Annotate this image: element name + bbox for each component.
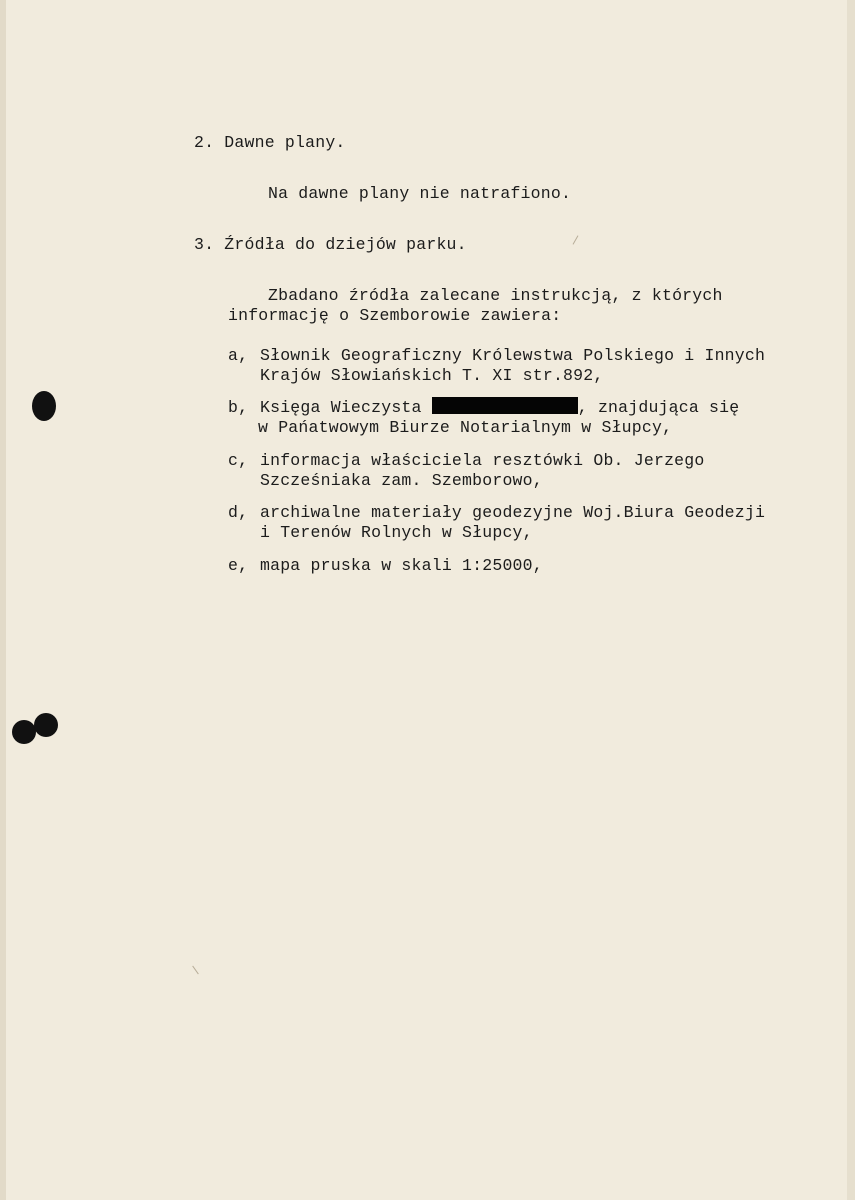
section-2-heading: 2. Dawne plany. — [194, 133, 346, 152]
list-item-line2: Krajów Słowiańskich T. XI str.892, — [260, 366, 604, 385]
section-2-text: Na dawne plany nie natrafiono. — [268, 184, 572, 203]
punch-hole-lower-b — [34, 713, 58, 737]
list-item-letter: c, — [228, 451, 249, 470]
list-item-line1-start: Księga Wieczysta — [260, 398, 432, 417]
list-item-line1: mapa pruska w skali 1:25000, — [260, 556, 543, 575]
punch-hole-lower-a — [12, 720, 36, 744]
list-item-line1: Słownik Geograficzny Królewstwa Polskiego i Innych — [260, 346, 766, 365]
list-item-line1-end: , znajdująca się — [577, 398, 740, 417]
list-item-line2: Szcześniaka zam. Szemborowo, — [260, 471, 543, 490]
section-3-intro-line2: informację o Szemborowie zawiera: — [228, 306, 562, 325]
list-item-line2: i Terenów Rolnych w Słupcy, — [260, 523, 533, 542]
list-item-line1: informacja właściciela resztówki Ob. Jerzego — [260, 451, 705, 470]
list-item-letter: d, — [228, 503, 249, 522]
list-item-line1 — [260, 397, 739, 419]
redaction-bar — [432, 397, 578, 414]
punch-hole-upper — [32, 391, 56, 421]
paper-mark — [192, 966, 199, 975]
section-3-heading: 3. Źródła do dziejów parku. — [194, 235, 467, 254]
page-edge-right — [847, 0, 855, 1200]
list-item-letter: a, — [228, 346, 249, 365]
paper-mark — [573, 235, 579, 244]
section-3-intro-line1: Zbadano źródła zalecane instrukcją, z których — [268, 286, 723, 305]
list-item-line2: w Pańatwowym Biurze Notarialnym w Słupcy, — [258, 418, 673, 437]
list-item-letter: e, — [228, 556, 249, 575]
list-item-line1: archiwalne materiały geodezyjne Woj.Biura Geodezji — [260, 503, 766, 522]
page-edge-left — [0, 0, 6, 1200]
list-item-letter: b, — [228, 398, 249, 417]
